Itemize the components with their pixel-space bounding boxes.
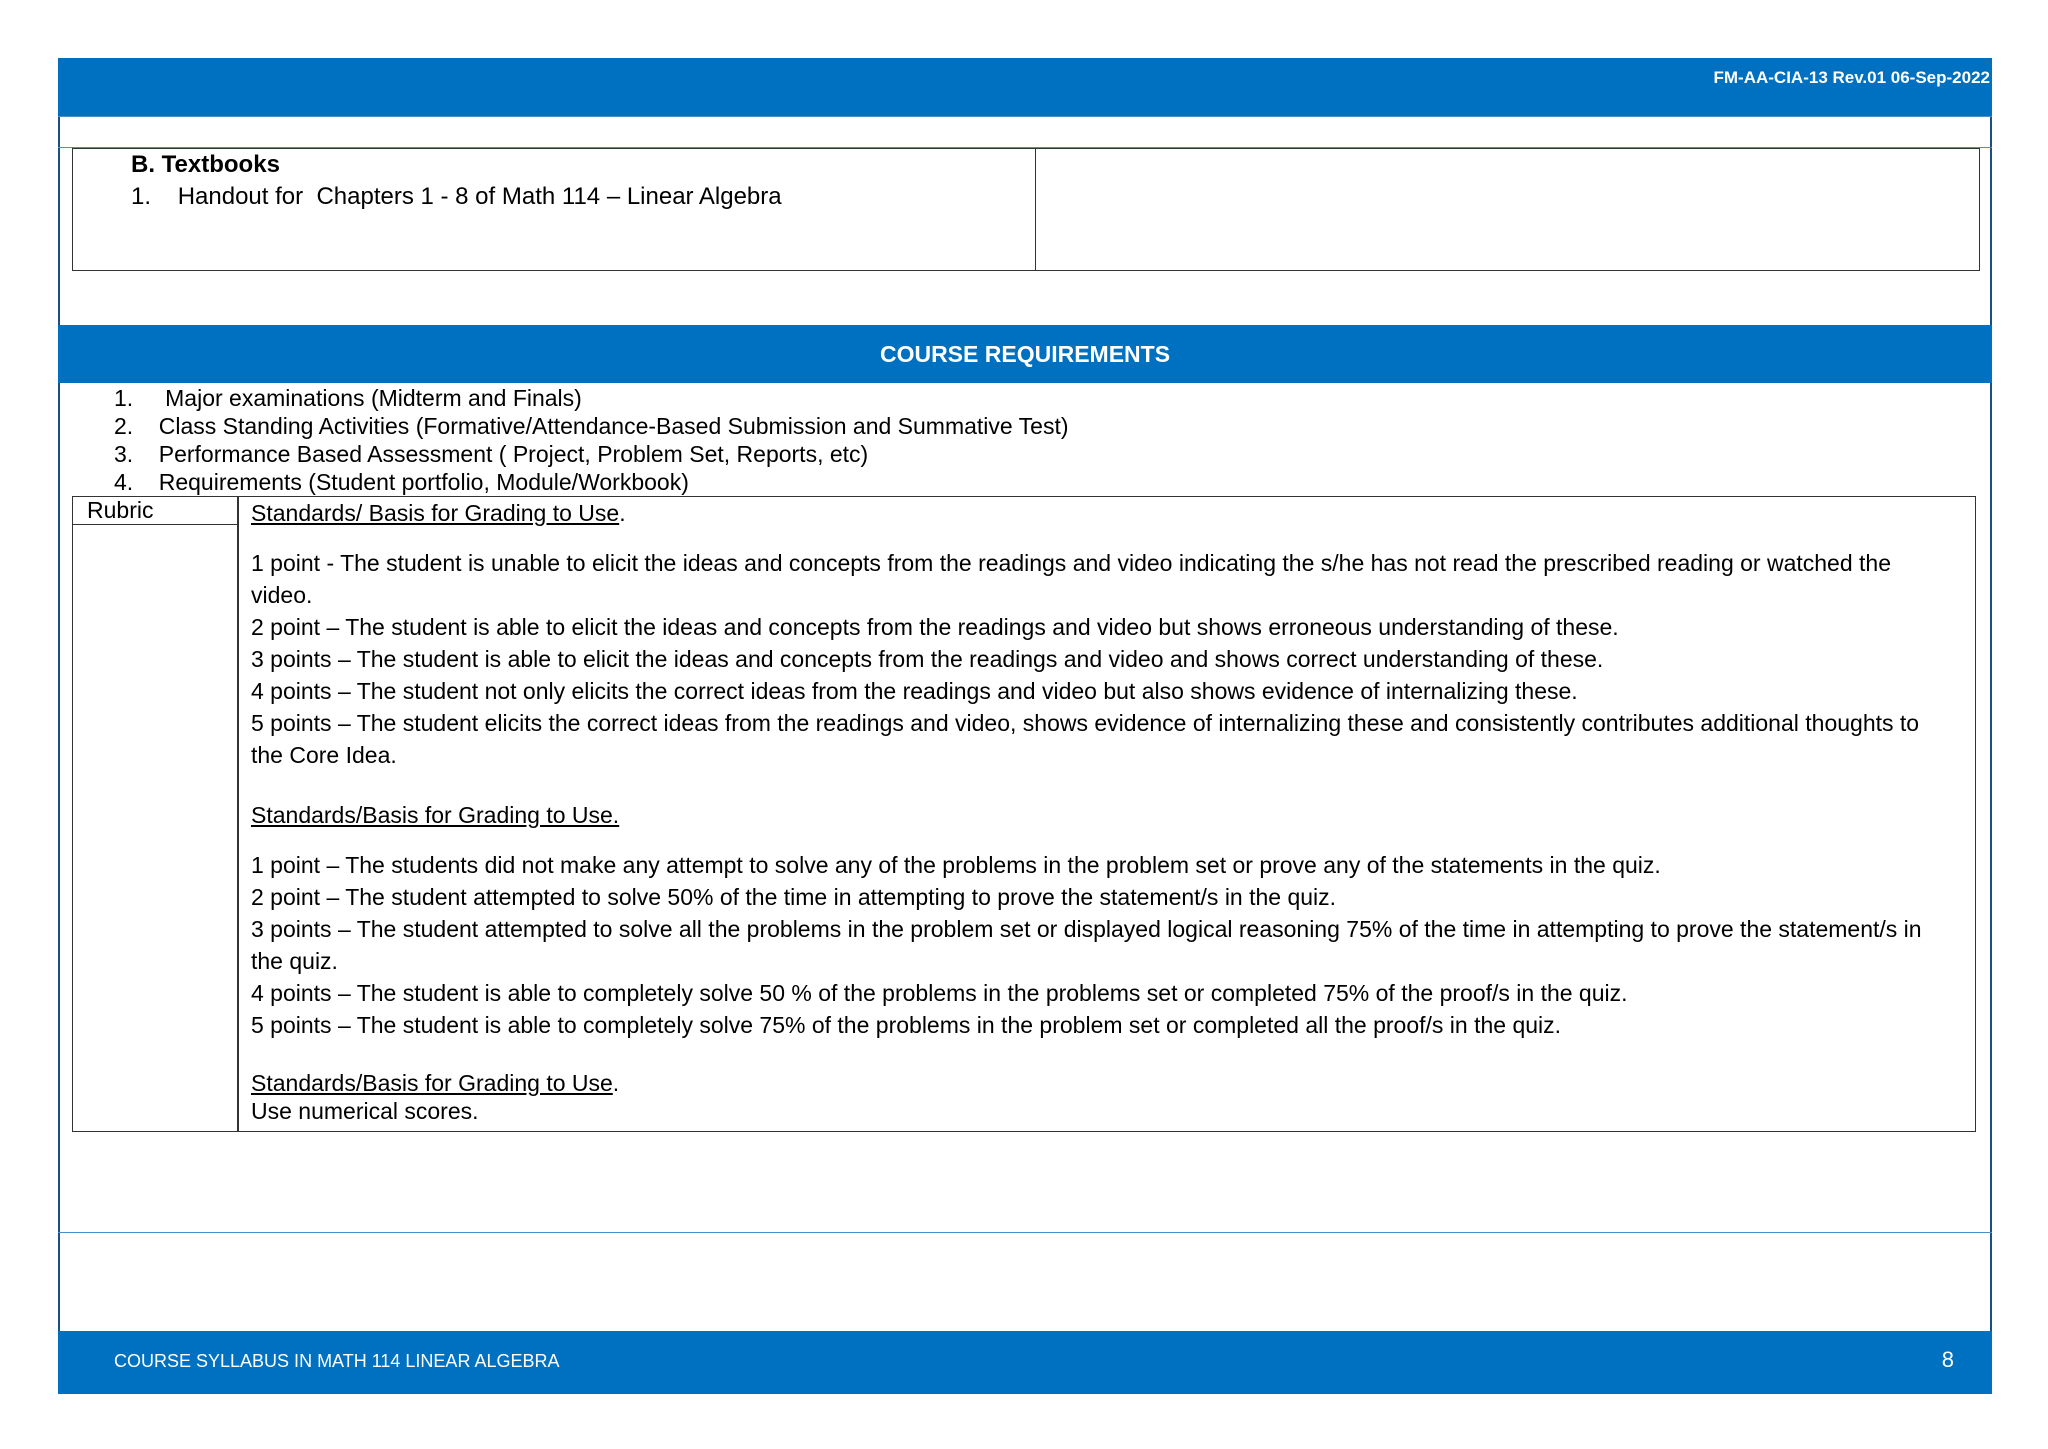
header-bar (58, 58, 1992, 116)
requirement-item: 1. Major examinations (Midterm and Finals) (114, 385, 582, 411)
grading-standard-heading: Standards/Basis for Grading to Use. (251, 802, 620, 828)
grading-standard-heading: Standards/Basis for Grading to Use. (251, 1070, 620, 1096)
rubric-line: 3 points – The student is able to elicit the ideas and concepts from the readings and video and shows correct understanding of these. (251, 646, 1604, 672)
grading-standard-heading: Standards/ Basis for Grading to Use. (251, 500, 626, 526)
textbooks-cell (73, 149, 1036, 270)
rubric-table (72, 496, 1976, 1132)
rubric-line: 5 points – The student is able to completely solve 75% of the problems in the problem set or completed all the proof/s in the quiz. (251, 1012, 1562, 1038)
rubric-line: 2 point – The student is able to elicit the ideas and concepts from the readings and video but shows erroneous understanding of these. (251, 614, 1619, 640)
textbooks-table (72, 148, 1980, 271)
course-requirements-header: COURSE REQUIREMENTS (58, 325, 1992, 383)
divider (58, 1232, 1992, 1233)
footer-title: COURSE SYLLABUS IN MATH 114 LINEAR ALGEBRA (114, 1351, 560, 1371)
rubric-line: 4 points – The student not only elicits the correct ideas from the readings and video but also shows evidence of internalizing these. (251, 678, 1578, 704)
requirement-item: 3. Performance Based Assessment ( Project, Problem Set, Reports, etc) (114, 441, 869, 467)
rubric-line: 1 point – The students did not make any attempt to solve any of the problems in the problem set or prove any of the statements in the quiz. (251, 852, 1661, 878)
rubric-line: 2 point – The student attempted to solve 50% of the time in attempting to prove the statement/s in the quiz. (251, 884, 1337, 910)
column-divider (237, 497, 239, 1131)
rubric-line: 5 points – The student elicits the correct ideas from the readings and video, shows evidence of internalizing these and consistently contributes additional thoughts to the Core Idea. (251, 710, 1920, 768)
requirements-list (114, 384, 1069, 496)
rubric-content (251, 497, 1951, 1125)
textbook-item: 1. Handout for Chapters 1 - 8 of Math 114 – Linear Algebra (131, 183, 782, 210)
requirement-item: 2. Class Standing Activities (Formative/Attendance-Based Submission and Summative Test) (114, 413, 1069, 439)
rubric-line: 3 points – The student attempted to solve all the problems in the problem set or displayed logical reasoning 75% of the time in attempting to prove the statement/s in the quiz. (251, 916, 1922, 974)
rubric-label-cell (73, 497, 237, 525)
form-code: FM-AA-CIA-13 Rev.01 06-Sep-2022 (1713, 68, 1990, 87)
requirement-item: 4. Requirements (Student portfolio, Module/Workbook) (114, 469, 689, 495)
rubric-line: 4 points – The student is able to completely solve 50 % of the problems in the problems set or completed 75% of the proof/s in the quiz. (251, 980, 1628, 1006)
rubric-line: 1 point - The student is unable to elicit the ideas and concepts from the readings and video indicating the s/he has not read the prescribed reading or watched the video. (251, 550, 1892, 608)
textbooks-empty-cell (1036, 149, 1979, 270)
page-number: 8 (1941, 1347, 1954, 1372)
rubric-label: Rubric (87, 497, 154, 523)
footer-bar (58, 1331, 1992, 1394)
rubric-line: Use numerical scores. (251, 1098, 479, 1124)
divider (58, 116, 1992, 117)
textbooks-heading: B. Textbooks (131, 151, 280, 178)
